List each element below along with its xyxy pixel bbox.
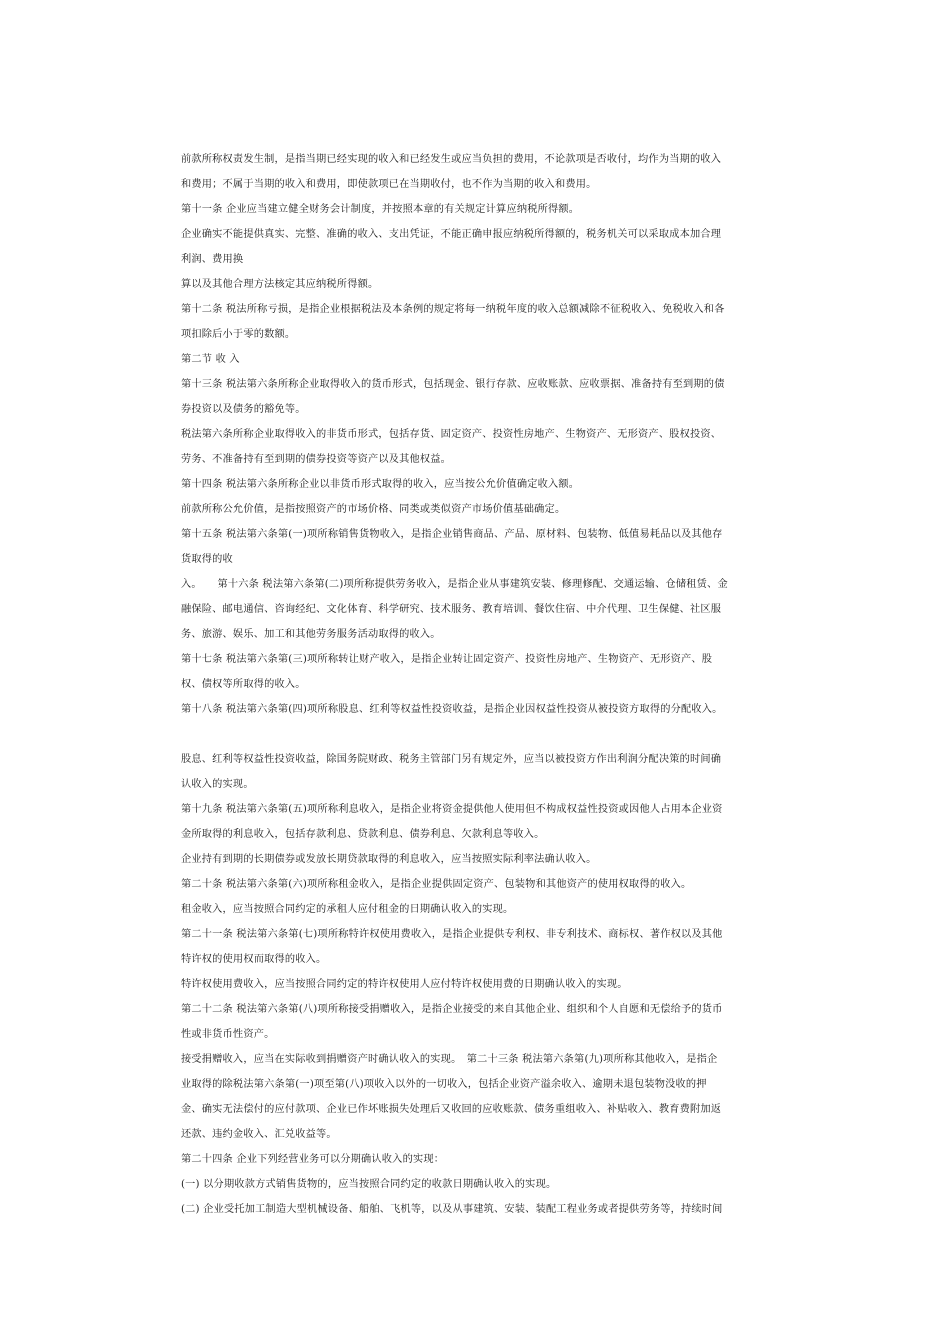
text-line: 股息、红利等权益性投资收益，除国务院财政、税务主管部门另有规定外，应当以被投资方作出利润分配决策的时间确: [181, 754, 722, 765]
text-line: 务、旅游、娱乐、加工和其他劳务服务活动取得的收入。: [181, 629, 441, 640]
text-line: 券投资以及债务的豁免等。: [181, 404, 306, 415]
text-line: 接受捐赠收入，应当在实际收到捐赠资产时确认收入的实现。 第二十三条 税法第六条第(九)项所称其他收入，是指企: [181, 1054, 718, 1065]
text-line: 算以及其他合理方法核定其应纳税所得额。: [181, 279, 379, 290]
text-line: 租金收入，应当按照合同约定的承租人应付租金的日期确认收入的实现。: [181, 904, 514, 915]
text-line: (一) 以分期收款方式销售货物的，应当按照合同约定的收款日期确认收入的实现。: [181, 1179, 557, 1190]
text-line: 特许权的使用权而取得的收入。: [181, 954, 327, 965]
text-line: 业取得的除税法第六条第(一)项至第(八)项收入以外的一切收入，包括企业资产溢余收入、逾期未退包装物没收的押: [181, 1079, 707, 1090]
text-line: 利润、费用换: [181, 254, 244, 265]
text-line: 企业确实不能提供真实、完整、准确的收入、支出凭证，不能正确申报应纳税所得额的，税务机关可以采取成本加合理: [181, 229, 722, 240]
text-line: 性或非货币性资产。: [181, 1029, 275, 1040]
text-line: 企业持有到期的长期债券或发放长期贷款取得的利息收入，应当按照实际利率法确认收入。: [181, 854, 597, 865]
text-line: 第二十条 税法第六条第(六)项所称租金收入，是指企业提供固定资产、包装物和其他资产的使用权取得的收入。: [181, 879, 692, 890]
text-line: 劳务、不准备持有至到期的债券投资等资产以及其他权益。: [181, 454, 452, 465]
text-line: 第十九条 税法第六条第(五)项所称利息收入，是指企业将资金提供他人使用但不构成权益性投资或因他人占用本企业资: [181, 804, 723, 815]
text-line: 金、确实无法偿付的应付款项、企业已作坏账损失处理后又收回的应收账款、债务重组收入、补贴收入、教育费附加返: [181, 1104, 722, 1115]
section-heading: 第二节 收 入: [181, 354, 240, 365]
text-line: 特许权使用费收入，应当按照合同约定的特许权使用人应付特许权使用费的日期确认收入的实现。: [181, 979, 628, 990]
text-line: 和费用；不属于当期的收入和费用，即使款项已在当期收付，也不作为当期的收入和费用。: [181, 179, 597, 190]
text-line: 第十一条 企业应当建立健全财务会计制度，并按照本章的有关规定计算应纳税所得额。: [181, 204, 580, 215]
text-line: 第二十二条 税法第六条第(八)项所称接受捐赠收入，是指企业接受的来自其他企业、组织和个人自愿和无偿给予的货币: [181, 1004, 723, 1015]
text-line: 项扣除后小于零的数额。: [181, 329, 296, 340]
text-line: 金所取得的利息收入，包括存款利息、贷款利息、债券利息、欠款利息等收入。: [181, 829, 545, 840]
text-line: 第二十四条 企业下列经营业务可以分期确认收入的实现：: [181, 1154, 445, 1165]
text-line: 前款所称公允价值，是指按照资产的市场价格、同类或类似资产市场价值基础确定。: [181, 504, 566, 515]
text-line: 第十二条 税法所称亏损，是指企业根据税法及本条例的规定将每一纳税年度的收入总额减除不征税收入、免税收入和各: [181, 304, 725, 315]
text-line: 第二十一条 税法第六条第(七)项所称特许权使用费收入，是指企业提供专利权、非专利技术、商标权、著作权以及其他: [181, 929, 723, 940]
text-line: 第十五条 税法第六条第(一)项所称销售货物收入，是指企业销售商品、产品、原材料、包装物、低值易耗品以及其他存: [181, 529, 723, 540]
text-line: 入。 第十六条 税法第六条第(二)项所称提供劳务收入，是指企业从事建筑安装、修理修配、交通运输、仓储租赁、金: [181, 579, 728, 590]
text-line: 还款、违约金收入、汇兑收益等。: [181, 1129, 337, 1140]
text-line: 货取得的收: [181, 554, 233, 565]
text-line: 权、债权等所取得的收入。: [181, 679, 306, 690]
text-line: 融保险、邮电通信、咨询经纪、文化体育、科学研究、技术服务、教育培训、餐饮住宿、中介代理、卫生保健、社区服: [181, 604, 722, 615]
text-line: 税法第六条所称企业取得收入的非货币形式，包括存货、固定资产、投资性房地产、生物资产、无形资产、股权投资、: [181, 429, 722, 440]
text-line: 第十七条 税法第六条第(三)项所称转让财产收入，是指企业转让固定资产、投资性房地产、生物资产、无形资产、股: [181, 654, 713, 665]
text-line: 第十八条 税法第六条第(四)项所称股息、红利等权益性投资收益，是指企业因权益性投资从被投资方取得的分配收入。: [181, 704, 723, 715]
text-line: 第十三条 税法第六条所称企业取得收入的货币形式，包括现金、银行存款、应收账款、应收票据、准备持有至到期的债: [181, 379, 725, 390]
text-line: 前款所称权责发生制，是指当期已经实现的收入和已经发生或应当负担的费用，不论款项是否收付，均作为当期的收入: [181, 154, 722, 165]
text-line: (二) 企业受托加工制造大型机械设备、船舶、飞机等，以及从事建筑、安装、装配工程业务或者提供劳务等，持续时间: [181, 1204, 723, 1215]
text-line: 认收入的实现。: [181, 779, 254, 790]
text-line: 第十四条 税法第六条所称企业以非货币形式取得的收入，应当按公允价值确定收入额。: [181, 479, 580, 490]
